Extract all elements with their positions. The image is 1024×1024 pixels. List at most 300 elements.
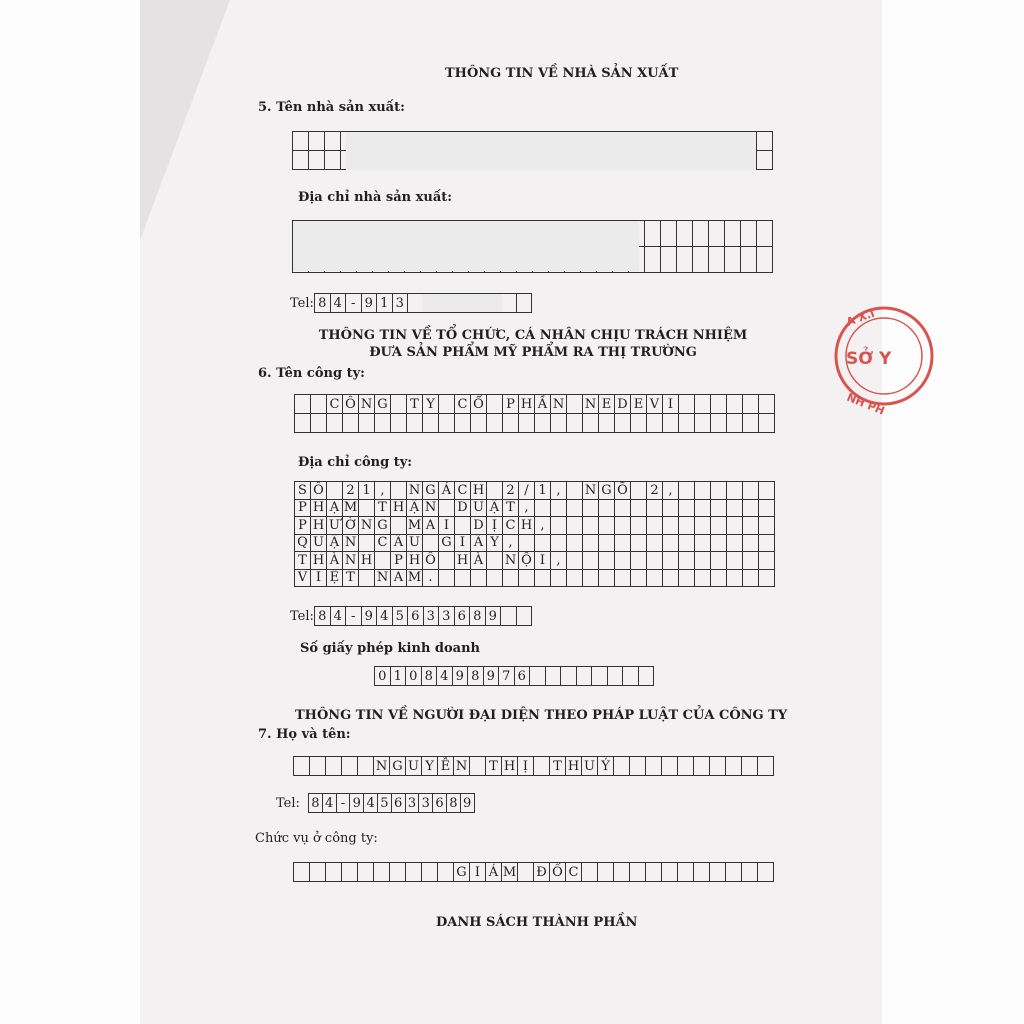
grid-cell: [551, 500, 567, 518]
grid-cell: H: [391, 500, 407, 518]
label-business-license: Số giấy phép kinh doanh: [300, 641, 481, 656]
grid-cell: [647, 552, 663, 570]
grid-cell: [391, 414, 407, 433]
grid-cell: [727, 395, 743, 414]
grid-cell: [757, 247, 773, 273]
grid-cell: [663, 535, 679, 553]
grid-cell: T: [550, 757, 566, 776]
grid-cell: [471, 414, 487, 433]
grid-cell: [438, 863, 454, 882]
grid-cell: [501, 294, 517, 313]
grid-cell: [311, 414, 327, 433]
grid-cell: ,: [519, 500, 535, 518]
grid-cell: I: [470, 863, 486, 882]
grid-cell: G: [390, 757, 406, 776]
grid-cell: I: [455, 535, 471, 553]
grid-cell: [742, 757, 758, 776]
grid-cell: ,: [551, 482, 567, 500]
grid-cell: [309, 151, 325, 170]
grid-cell: [743, 395, 759, 414]
grid-cell: [695, 395, 711, 414]
grid-cell: [647, 517, 663, 535]
heading-representative: THÔNG TIN VỀ NGƯỜI ĐẠI DIỆN THEO PHÁP LUẬT CỦA CÔNG TY: [295, 708, 788, 723]
grid-cell: [759, 500, 775, 518]
grid-cell: [342, 757, 358, 776]
grid-cell: [743, 552, 759, 570]
grid-cell: [631, 552, 647, 570]
grid-cell: N: [374, 757, 390, 776]
grid-cell: 2: [343, 482, 359, 500]
grid-cell: [743, 517, 759, 535]
grid-cell: [294, 757, 310, 776]
grid-cell: Y: [487, 535, 503, 553]
grid-cell: 8: [470, 607, 486, 626]
position-grid: [293, 862, 774, 882]
grid-cell: [758, 863, 774, 882]
grid-cell: Ễ: [438, 757, 454, 776]
representative-tel-grid: [308, 793, 475, 813]
grid-cell: [623, 667, 639, 686]
grid-cell: [679, 395, 695, 414]
grid-cell: -: [346, 294, 362, 313]
grid-cell: [726, 757, 742, 776]
grid-cell: T: [407, 395, 423, 414]
grid-cell: 2: [647, 482, 663, 500]
grid-cell: 3: [419, 794, 433, 813]
grid-cell: [757, 132, 773, 151]
grid-cell: T: [295, 552, 311, 570]
grid-cell: [759, 570, 775, 588]
grid-cell: Ầ: [391, 535, 407, 553]
redacted-manufacturer-address: [293, 221, 639, 271]
grid-cell: [359, 535, 375, 553]
grid-cell: [358, 863, 374, 882]
grid-cell: [517, 607, 533, 626]
grid-cell: [741, 247, 757, 273]
grid-cell: [710, 757, 726, 776]
grid-cell: 6: [455, 607, 471, 626]
grid-cell: Ô: [343, 395, 359, 414]
grid-cell: [551, 414, 567, 433]
company-tel-grid: [314, 606, 532, 626]
grid-cell: Ị: [487, 517, 503, 535]
grid-cell: [614, 757, 630, 776]
grid-cell: P: [295, 517, 311, 535]
grid-cell: [662, 757, 678, 776]
grid-cell: [757, 151, 773, 170]
grid-cell: [422, 863, 438, 882]
grid-cell: N: [343, 552, 359, 570]
grid-cell: [693, 247, 709, 273]
grid-cell: [487, 414, 503, 433]
grid-cell: 9: [453, 667, 469, 686]
grid-cell: [309, 132, 325, 151]
grid-cell: [592, 667, 608, 686]
grid-cell: P: [503, 395, 519, 414]
grid-cell: T: [503, 500, 519, 518]
grid-cell: [615, 500, 631, 518]
grid-cell: 4: [323, 794, 337, 813]
grid-cell: [599, 570, 615, 588]
page-fold: [140, 0, 230, 240]
grid-cell: [711, 500, 727, 518]
grid-cell: G: [375, 395, 391, 414]
grid-cell: Q: [295, 535, 311, 553]
grid-cell: [695, 535, 711, 553]
grid-cell: [695, 570, 711, 588]
business-license-grid: [374, 666, 654, 686]
grid-cell: 2: [503, 482, 519, 500]
grid-cell: [757, 221, 773, 247]
grid-cell: [693, 221, 709, 247]
grid-cell: [677, 221, 693, 247]
grid-cell: 3: [439, 607, 455, 626]
grid-cell: Y: [423, 395, 439, 414]
grid-cell: /: [519, 482, 535, 500]
grid-cell: [582, 863, 598, 882]
grid-cell: [325, 151, 341, 170]
grid-cell: [551, 517, 567, 535]
grid-cell: [423, 535, 439, 553]
grid-cell: [567, 500, 583, 518]
grid-cell: [487, 395, 503, 414]
grid-cell: [646, 863, 662, 882]
grid-cell: 4: [331, 294, 347, 313]
grid-cell: [359, 500, 375, 518]
grid-cell: [741, 221, 757, 247]
grid-cell: [615, 517, 631, 535]
grid-cell: [359, 414, 375, 433]
grid-cell: [726, 863, 742, 882]
grid-cell: Y: [422, 757, 438, 776]
grid-cell: [439, 500, 455, 518]
grid-cell: I: [663, 395, 679, 414]
grid-cell: C: [327, 395, 343, 414]
grid-cell: [647, 500, 663, 518]
grid-cell: [519, 570, 535, 588]
representative-name-grid: [293, 756, 774, 776]
grid-cell: [439, 570, 455, 588]
official-stamp: [826, 292, 946, 422]
grid-cell: [358, 757, 374, 776]
grid-cell: [727, 500, 743, 518]
grid-cell: 1: [377, 294, 393, 313]
grid-cell: 9: [350, 794, 364, 813]
grid-cell: [391, 395, 407, 414]
grid-cell: [631, 570, 647, 588]
grid-cell: 4: [377, 607, 393, 626]
grid-cell: H: [359, 552, 375, 570]
grid-cell: [567, 517, 583, 535]
grid-cell: [695, 414, 711, 433]
label-manufacturer-name: 5. Tên nhà sản xuất:: [258, 100, 405, 115]
grid-cell: [391, 517, 407, 535]
grid-cell: [678, 863, 694, 882]
grid-cell: Ậ: [487, 500, 503, 518]
grid-cell: [711, 552, 727, 570]
grid-cell: [311, 395, 327, 414]
grid-cell: P: [295, 500, 311, 518]
grid-cell: [679, 482, 695, 500]
grid-cell: G: [439, 535, 455, 553]
grid-cell: [455, 517, 471, 535]
grid-cell: [608, 667, 624, 686]
grid-cell: 8: [309, 794, 323, 813]
grid-cell: A: [391, 570, 407, 588]
grid-cell: [711, 414, 727, 433]
grid-cell: [583, 552, 599, 570]
grid-cell: [647, 535, 663, 553]
grid-cell: 8: [468, 667, 484, 686]
grid-cell: [630, 757, 646, 776]
grid-cell: H: [407, 552, 423, 570]
grid-cell: I: [535, 552, 551, 570]
grid-cell: H: [502, 757, 518, 776]
grid-cell: V: [647, 395, 663, 414]
grid-cell: [663, 500, 679, 518]
grid-cell: 1: [359, 482, 375, 500]
grid-cell: G: [599, 482, 615, 500]
company-tel-label: Tel:: [290, 609, 314, 624]
grid-cell: N: [583, 395, 599, 414]
stamp-text-bottom: NH PH: [844, 390, 887, 418]
grid-cell: 6: [515, 667, 531, 686]
grid-cell: -: [337, 794, 351, 813]
grid-cell: T: [486, 757, 502, 776]
grid-cell: N: [375, 570, 391, 588]
grid-cell: [711, 570, 727, 588]
grid-cell: 9: [461, 794, 475, 813]
grid-cell: [439, 395, 455, 414]
grid-cell: [599, 517, 615, 535]
grid-cell: -: [346, 607, 362, 626]
grid-cell: À: [471, 552, 487, 570]
grid-cell: [615, 570, 631, 588]
grid-cell: [567, 552, 583, 570]
grid-cell: ,: [663, 482, 679, 500]
grid-cell: [759, 552, 775, 570]
grid-cell: [561, 667, 577, 686]
grid-cell: [694, 757, 710, 776]
grid-cell: [678, 757, 694, 776]
grid-cell: [743, 500, 759, 518]
grid-cell: U: [471, 500, 487, 518]
grid-cell: [663, 414, 679, 433]
grid-cell: 1: [391, 667, 407, 686]
grid-cell: Ư: [327, 517, 343, 535]
grid-cell: [631, 500, 647, 518]
grid-cell: [517, 294, 533, 313]
grid-cell: [679, 570, 695, 588]
company-name-grid: [294, 394, 775, 433]
grid-cell: T: [343, 570, 359, 588]
grid-cell: Ý: [598, 757, 614, 776]
grid-cell: 5: [378, 794, 392, 813]
grid-cell: 9: [362, 607, 378, 626]
grid-cell: T: [375, 500, 391, 518]
grid-cell: [727, 570, 743, 588]
grid-cell: V: [295, 570, 311, 588]
grid-cell: Ố: [550, 863, 566, 882]
grid-cell: [535, 535, 551, 553]
grid-cell: 5: [393, 607, 409, 626]
grid-cell: Ộ: [519, 552, 535, 570]
grid-cell: [709, 247, 725, 273]
grid-cell: [711, 535, 727, 553]
grid-cell: [583, 414, 599, 433]
grid-cell: Ờ: [343, 517, 359, 535]
grid-cell: ,: [503, 535, 519, 553]
grid-cell: 0: [375, 667, 391, 686]
grid-cell: [325, 132, 341, 151]
grid-cell: [359, 570, 375, 588]
grid-cell: [518, 863, 534, 882]
grid-cell: [631, 517, 647, 535]
grid-cell: 8: [315, 607, 331, 626]
grid-cell: 8: [422, 667, 438, 686]
grid-cell: [615, 535, 631, 553]
grid-cell: [455, 414, 471, 433]
grid-cell: [487, 552, 503, 570]
grid-cell: [599, 535, 615, 553]
grid-cell: [503, 414, 519, 433]
grid-cell: ,: [551, 552, 567, 570]
company-address-grid: [294, 481, 775, 587]
grid-cell: [534, 757, 550, 776]
grid-cell: [647, 414, 663, 433]
grid-cell: C: [455, 395, 471, 414]
grid-cell: N: [454, 757, 470, 776]
grid-cell: Ậ: [407, 500, 423, 518]
heading-ingredients: DANH SÁCH THÀNH PHẦN: [436, 915, 638, 930]
grid-cell: [503, 570, 519, 588]
grid-cell: [727, 482, 743, 500]
grid-cell: [711, 395, 727, 414]
grid-cell: [695, 482, 711, 500]
grid-cell: [598, 863, 614, 882]
grid-cell: [567, 535, 583, 553]
grid-cell: C: [375, 535, 391, 553]
grid-cell: P: [391, 552, 407, 570]
grid-cell: 0: [406, 667, 422, 686]
grid-cell: ,: [375, 482, 391, 500]
grid-cell: [535, 500, 551, 518]
grid-cell: [567, 570, 583, 588]
grid-cell: [727, 517, 743, 535]
grid-cell: [758, 757, 774, 776]
grid-cell: Ố: [311, 482, 327, 500]
grid-cell: 3: [393, 294, 409, 313]
grid-cell: [599, 552, 615, 570]
grid-cell: [663, 570, 679, 588]
grid-cell: [342, 863, 358, 882]
grid-cell: [375, 552, 391, 570]
grid-cell: [743, 535, 759, 553]
grid-cell: [406, 863, 422, 882]
grid-cell: [615, 414, 631, 433]
grid-cell: [310, 757, 326, 776]
grid-cell: [679, 500, 695, 518]
grid-cell: [709, 221, 725, 247]
grid-cell: N: [359, 395, 375, 414]
grid-cell: Ị: [518, 757, 534, 776]
grid-cell: G: [423, 482, 439, 500]
grid-cell: [374, 863, 390, 882]
grid-cell: Ấ: [471, 535, 487, 553]
grid-cell: [567, 395, 583, 414]
grid-cell: [661, 247, 677, 273]
stamp-text-mid: SỞ Y: [846, 349, 892, 369]
grid-cell: [327, 482, 343, 500]
grid-cell: H: [455, 552, 471, 570]
grid-cell: 4: [331, 607, 347, 626]
grid-cell: U: [406, 757, 422, 776]
heading-org-line2: ĐƯA SẢN PHẨM MỸ PHẨM RA THỊ TRƯỜNG: [369, 345, 697, 360]
label-full-name: 7. Họ và tên:: [258, 727, 351, 742]
grid-cell: [631, 535, 647, 553]
grid-cell: [546, 667, 562, 686]
grid-cell: 3: [406, 794, 420, 813]
grid-cell: [695, 552, 711, 570]
grid-cell: H: [519, 395, 535, 414]
grid-cell: [695, 500, 711, 518]
grid-cell: [663, 552, 679, 570]
grid-cell: [293, 132, 309, 151]
grid-cell: M: [407, 570, 422, 586]
grid-cell: [583, 517, 599, 535]
grid-cell: G: [454, 863, 470, 882]
grid-cell: [535, 414, 551, 433]
grid-cell: H: [471, 482, 487, 500]
grid-cell: .: [423, 570, 439, 588]
grid-cell: [470, 757, 486, 776]
grid-cell: [615, 552, 631, 570]
manufacturer-tel-label: Tel:: [290, 296, 314, 311]
grid-cell: [519, 535, 535, 553]
grid-cell: Ạ: [327, 500, 343, 518]
grid-cell: [551, 570, 567, 588]
grid-cell: [661, 221, 677, 247]
redacted-manufacturer-tel: [422, 294, 502, 312]
grid-cell: [487, 570, 503, 588]
grid-cell: [326, 863, 342, 882]
grid-cell: [725, 247, 741, 273]
label-company-name: 6. Tên công ty:: [258, 366, 365, 381]
grid-cell: 6: [433, 794, 447, 813]
grid-cell: [679, 535, 695, 553]
grid-cell: [630, 863, 646, 882]
grid-cell: [759, 482, 775, 500]
grid-cell: [645, 221, 661, 247]
grid-cell: [293, 151, 309, 170]
grid-cell: [711, 517, 727, 535]
grid-cell: [742, 863, 758, 882]
grid-cell: D: [455, 500, 471, 518]
grid-cell: E: [631, 395, 647, 414]
right-margin: [884, 0, 1024, 1024]
heading-org-line1: THÔNG TIN VỀ TỔ CHỨC, CÁ NHÂN CHỊU TRÁCH NHIỆM: [318, 328, 748, 343]
grid-cell: I: [439, 517, 455, 535]
grid-cell: M: [502, 863, 518, 882]
left-margin: [0, 0, 140, 1024]
representative-tel-label: Tel:: [276, 796, 300, 811]
heading-manufacturer: THÔNG TIN VỀ NHÀ SẢN XUẤT: [445, 66, 679, 81]
grid-cell: 4: [437, 667, 453, 686]
grid-cell: 9: [362, 294, 378, 313]
grid-cell: [743, 414, 759, 433]
grid-cell: [471, 570, 487, 588]
grid-cell: C: [455, 482, 471, 500]
